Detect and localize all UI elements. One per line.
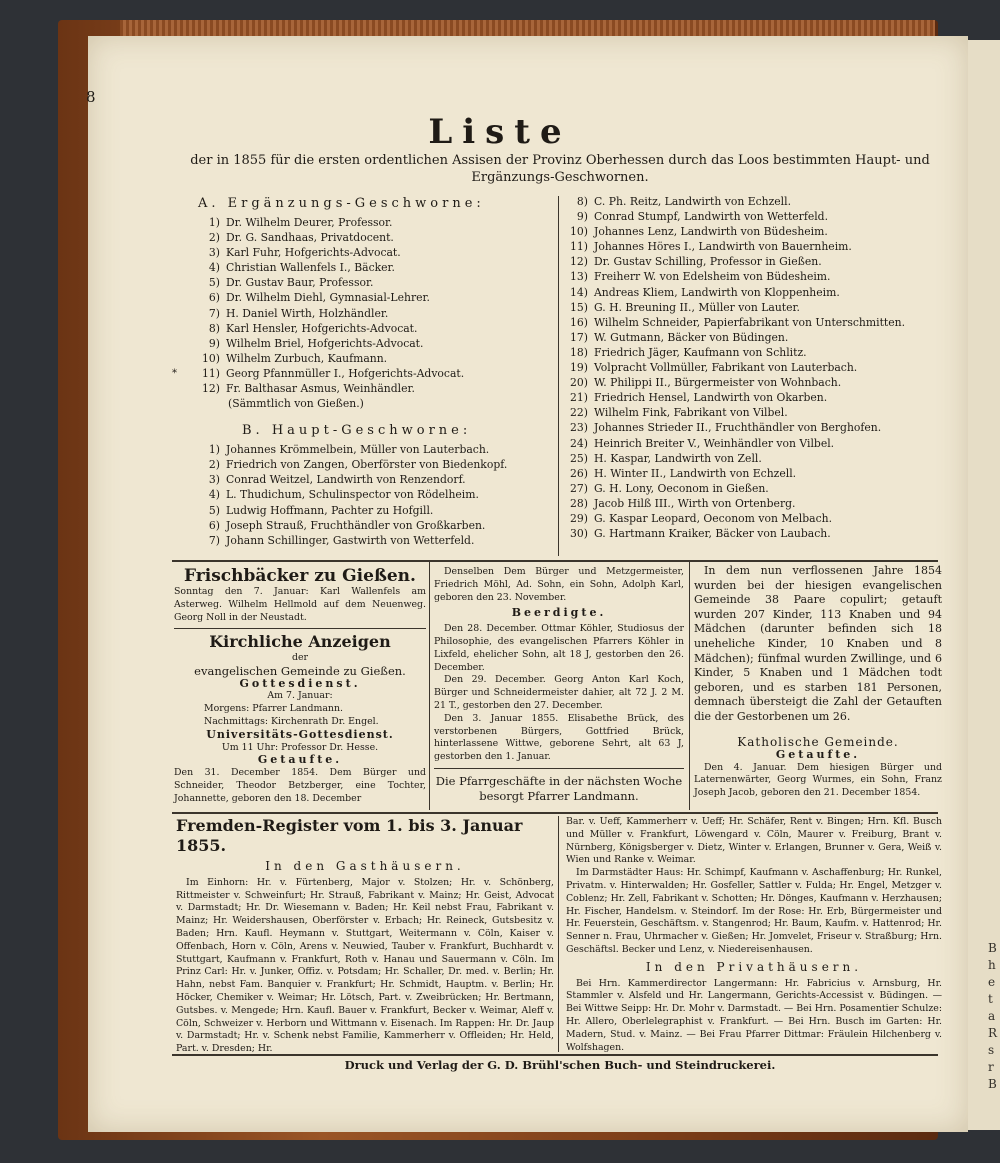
item-text: Dr. G. Sandhaas, Privatdocent. <box>226 231 394 245</box>
item-number: 20) <box>570 376 588 390</box>
fremden-heading: Fremden-Register vom 1. bis 3. Januar 1855. <box>176 816 523 855</box>
item-number: 21) <box>570 391 588 405</box>
item-number: 6) <box>208 518 220 532</box>
item-number: 24) <box>570 436 588 450</box>
item-text: Wilhelm Schneider, Papierfabrikant von Unterschmitten. <box>594 315 906 329</box>
item-number: 2) <box>208 458 220 472</box>
item-text: C. Ph. Reitz, Landwirth von Echzell. <box>594 195 792 208</box>
list-item <box>198 260 558 275</box>
item-number: 29) <box>570 511 588 525</box>
beerdigte-heading: Beerdigte. <box>511 606 607 620</box>
gasthaeusern-heading: In den Gasthäusern. <box>265 859 465 873</box>
list-item <box>566 345 946 360</box>
item-text: Wilhelm Briel, Hofgerichts-Advocat. <box>226 336 424 350</box>
item-text: Joseph Strauß, Fruchthändler von Großkarben. <box>226 518 486 532</box>
fremden-right-text-2: Im Darmstädter Haus: Hr. Schimpf, Kaufmann v. Aschaffenburg; Hr. Runkel, Privatm. v. Hinterwalden; Hr. Gosfeller, Sattler v. Fulda; Hr. Engel, Metzger v. Coblenz; Hr. Zell, Fabrikant v. Schotten; Hr. Dönges, Kaufmann v. Herzhausen; Hr. Fischer, Handelsm. v. Steindorf. Im der Rose: Hr. Erb, Bürgermeister und Hr. Feuerstein, Geschäftsm. v. Stangenrod; Hr. Baum, Kaufm. v. Hattenrod; Hr. Senner n. Frau, Uhrmacher v. Gießen; Hr. Jomvelet, Friseur v. Straßburg; Hrn. Geschäftsl. Becker und Lenz, v. Niedereisenhausen. <box>566 867 942 955</box>
imprint-footer: Druck und Verlag der G. D. Brühl'schen Buch- und Steindruckerei. <box>344 1058 776 1072</box>
burial-entry-2: Den 29. December. Georg Anton Karl Koch, Bürger und Schneidermeister dahier, alt 72 J. 2 M. 21 T., gestorben den 27. December. <box>434 674 684 711</box>
list-item <box>566 330 946 345</box>
list-item <box>566 405 946 420</box>
uni-gottesdienst-time: Um 11 Uhr: Professor Dr. Hesse. <box>221 741 379 753</box>
item-text: Dr. Wilhelm Diehl, Gymnasial-Lehrer. <box>226 291 430 305</box>
list-item <box>198 503 558 518</box>
item-number: 5) <box>208 503 220 517</box>
item-text: Friedrich Jäger, Kaufmann von Schlitz. <box>594 345 807 359</box>
item-number: 12) <box>202 382 220 396</box>
edge-letter: e <box>988 975 996 989</box>
item-number: 13) <box>570 270 588 284</box>
item-number: 6) <box>208 291 220 305</box>
item-number: 4) <box>208 261 220 275</box>
edge-letter: B <box>988 941 997 955</box>
item-number: 10) <box>570 225 588 239</box>
fremden-right <box>566 816 942 1054</box>
item-number: 2) <box>208 231 220 245</box>
edge-letter: h <box>988 958 996 972</box>
list-item <box>566 511 946 526</box>
section-a-heading: A. Ergänzungs-Geschworne: <box>198 196 485 211</box>
list-item <box>198 275 558 290</box>
item-text: Freiherr W. von Edelsheim von Büdesheim. <box>594 270 831 284</box>
parish-statistics: In dem nun verflossenen Jahre 1854 wurden bei der hiesigen evangelischen Gemeinde 38 Paare copulirt; getauft wurden 207 Kinder, 113 Knaben und 94 Mädchen (darunter befinden sich 18 uneheliche Kinder, 10 Knaben und 8 Mädchen); fünfmal wurden Zwillinge, und 6 Kinder, 5 Knaben und 1 Mädchen todt geboren, und es starben 181 Personen, demnach übersteigt die Zahl der Getauften die der Gestorbenen um 26. <box>694 564 942 723</box>
item-text: Karl Hensler, Hofgerichts-Advocat. <box>226 321 418 335</box>
section-rule <box>172 560 938 562</box>
item-text: G. H. Breuning II., Müller von Lauter. <box>594 300 800 314</box>
item-text: Dr. Gustav Baur, Professor. <box>226 276 374 290</box>
item-number: 7) <box>208 306 220 320</box>
list-item <box>198 381 558 396</box>
list-item <box>566 209 946 224</box>
list-item <box>198 336 558 351</box>
item-text: Friedrich Hensel, Landwirth von Okarben. <box>594 391 828 405</box>
item-text: Johannes Lenz, Landwirth von Büdesheim. <box>594 225 828 239</box>
list-item <box>198 290 558 305</box>
item-number: 26) <box>570 466 588 480</box>
fremden-left <box>176 816 554 1056</box>
list-item <box>198 351 558 366</box>
kirchliche-heading: Kirchliche Anzeigen <box>209 632 391 651</box>
item-number: 9) <box>576 210 588 224</box>
lower-divider-1 <box>429 562 430 810</box>
list-item <box>198 457 558 472</box>
item-text: W. Gutmann, Bäcker von Büdingen. <box>594 330 789 344</box>
fremden-right-text-1: Bar. v. Ueff, Kammerherr v. Ueff; Hr. Schäfer, Rent v. Bingen; Hrn. Kfl. Busch und Müller v. Frankfurt, Löwengard v. Cöln, Maurer v. Freiburg, Brant v. Nürnberg, Königsberger v. Dietz, Winter v. Erlangen, Brunner v. Gera, Weiß v. Wien und Ranke v. Weimar. <box>566 816 942 866</box>
page-number: 8 <box>86 88 96 106</box>
frischbaecker-heading: Frischbäcker zu Gießen. <box>184 566 416 586</box>
list-item <box>566 300 946 315</box>
getaufte-heading: Getaufte. <box>257 753 343 767</box>
fremden-right-text-3: Bei Hrn. Kammerdirector Langermann: Hr. Fabricius v. Arnsburg, Hr. Stammler v. Alsfeld und Hr. Langermann, Gerichts-Accessist v. Büdingen. — Bei Wittwe Seipp: Hr. Dr. Mohr v. Darmstadt. — Bei Hrn. Posamentier Schulze: Hr. Allero, Oberlelegraphist v. Frankfurt. — Bei Hrn. Busch im Garten: Hr. Madern, Stud. v. Mainz. — Bei Frau Pfarrer Dittmar: Fräulein Hilchenberg v. Wolfshagen. <box>566 977 942 1053</box>
page-subtitle: der in 1855 für die ersten ordentlichen Assisen der Provinz Oberhessen durch das Loos bestimmten Haupt- und Ergänzungs-Geschwornen. <box>190 153 930 185</box>
column-divider <box>558 196 559 556</box>
edge-letter: s <box>988 1043 995 1057</box>
section-rule-2 <box>172 812 938 814</box>
item-number: 10) <box>202 351 220 365</box>
list-item <box>198 487 558 502</box>
list-item <box>566 481 946 496</box>
jurors-right-column <box>566 194 946 541</box>
edge-letter: t <box>988 992 993 1006</box>
item-text: Friedrich von Zangen, Oberförster von Biedenkopf. <box>226 458 508 472</box>
item-number: 11) <box>202 366 220 380</box>
list-item <box>566 496 946 511</box>
list-item <box>566 466 946 481</box>
list-item <box>198 306 558 321</box>
privathaeusern-heading: In den Privathäusern. <box>645 959 863 974</box>
item-number: 25) <box>570 451 588 465</box>
list-item <box>566 526 946 541</box>
list-item <box>566 239 946 254</box>
kirchliche-sub1: der <box>291 652 309 663</box>
item-text: H. Winter II., Landwirth von Echzell. <box>594 466 797 480</box>
item-number: 8) <box>576 195 588 208</box>
item-number: 12) <box>570 255 588 269</box>
item-number: 1) <box>208 443 220 457</box>
edge-letter: a <box>988 1009 996 1023</box>
baptism-continued-text: Denselben Dem Bürger und Metzgermeister, Friedrich Möhl, Ad. Sohn, ein Sohn, Adolph Karl, geboren den 23. November. <box>434 566 684 603</box>
section-b-list <box>198 442 558 548</box>
frischbaecker-box <box>174 566 426 624</box>
list-item <box>566 451 946 466</box>
item-number: 8) <box>208 321 220 335</box>
pfarr-notice: Die Pfarrgeschäfte in der nächsten Woche besorgt Pfarrer Landmann. <box>435 774 683 803</box>
section-a-note: (Sämmtlich von Gießen.) <box>228 397 364 411</box>
item-number: 15) <box>570 300 588 314</box>
star-mark-icon: * <box>172 368 177 379</box>
list-item <box>198 472 558 487</box>
item-text: Conrad Stumpf, Landwirth von Wetterfeld. <box>594 210 829 224</box>
list-item <box>566 436 946 451</box>
item-text: Fr. Balthasar Asmus, Weinhändler. <box>226 382 415 396</box>
statistics-box <box>694 564 942 725</box>
kath-getaufte-text: Den 4. Januar. Dem hiesigen Bürger und Laternenwärter, Georg Wurmes, ein Sohn, Franz Joseph Jacob, geboren den 21. December 1854. <box>694 761 942 799</box>
item-number: 18) <box>570 345 588 359</box>
edge-letter: R <box>988 1026 998 1040</box>
item-number: 3) <box>208 473 220 487</box>
list-item <box>198 533 558 548</box>
item-text: Heinrich Breiter V., Weinhändler von Vilbel. <box>594 436 835 450</box>
footer-rule <box>172 1054 938 1056</box>
item-number: 30) <box>570 527 588 541</box>
katholische-box <box>694 736 942 800</box>
jurors-left-column <box>198 194 558 548</box>
list-item <box>198 230 558 245</box>
item-number: 22) <box>570 406 588 420</box>
item-number: 5) <box>208 276 220 290</box>
item-text: Christian Wallenfels I., Bäcker. <box>226 261 395 275</box>
box-rule-2 <box>434 768 684 769</box>
list-item <box>566 315 946 330</box>
list-item <box>198 442 558 457</box>
kirchliche-sub2: evangelischen Gemeinde zu Gießen. <box>194 663 406 678</box>
list-item <box>566 194 946 209</box>
item-number: 7) <box>208 533 220 547</box>
fremden-left-text: Im Einhorn: Hr. v. Fürtenberg, Major v. Stolzen; Hr. v. Schönberg, Rittmeister v. Schweinfurt; Hr. Strauß, Fabrikant v. Mainz; Hr. Geist, Advocat v. Darmstadt; Hr. Dr. Wiesemann v. Baden; Hr. Keil nebst Frau, Fabrikant v. Mainz; Hr. Weidershausen, Oberförster v. Erbach; Hr. Reineck, Gutsbesitz v. Baden; Hrn. Kaufl. Heymann v. Stuttgart, Weitermann v. Cöln, Kaiser v. Offenbach, Horn v. Cöln, Arens v. Neuwied, Tauber v. Frankfurt, Buchhardt v. Stuttgart, Kaufmann v. Frankfurt, Roth v. Hanau und Sauermann v. Cöln. Im Prinz Carl: Hr. v. Junker, Offiz. v. Potsdam; Hr. Schaller, Dr. med. v. Berlin; Hr. Hahn, nebst Fam. Banquier v. Frankfurt; Hr. Schmidt, Hauptm. v. Berlin; Hr. Höcker, Chemiker v. Weimar; Hr. Lötsch, Part. v. Zweibrücken; Hr. Bertmann, Gutsbes. v. Mengede; Hrn. Kaufl. Bauer v. Frankfurt, Becker v. Weimar, Aleff v. Cöln, Schweizer v. Herborn und Wittmann v. Eisenach. Im Rappen: Hr. Dr. Jaup v. Darmstadt; Hr. v. Schenk nebst Familie, Kammerherr v. Offleiden; Hr. Held, Part. v. Dresden; Hr. <box>176 876 554 1055</box>
item-text: Dr. Gustav Schilling, Professor in Gießen. <box>594 255 822 269</box>
list-item <box>566 420 946 435</box>
item-number: 9) <box>208 336 220 350</box>
list-item <box>198 215 558 230</box>
item-text: Johannes Strieder II., Fruchthändler von Berghofen. <box>594 421 882 435</box>
item-text: Karl Fuhr, Hofgerichts-Advocat. <box>226 246 401 260</box>
item-number: 4) <box>208 488 220 502</box>
list-item <box>566 375 946 390</box>
list-item <box>198 366 558 381</box>
beerdigte-box <box>434 566 684 764</box>
binding-edge <box>120 20 935 36</box>
kath-getaufte-heading: Getaufte. <box>775 747 861 761</box>
item-text: H. Daniel Wirth, Holzhändler. <box>226 306 389 320</box>
section-a-list <box>198 215 558 396</box>
section-b-list-continued <box>566 194 946 541</box>
item-text: Johannes Höres I., Landwirth von Bauernheim. <box>594 240 852 254</box>
list-item <box>198 245 558 260</box>
item-text: G. H. Lony, Oeconom in Gießen. <box>594 481 769 495</box>
item-text: H. Kaspar, Landwirth von Zell. <box>594 451 762 465</box>
item-text: Johann Schillinger, Gastwirth von Wetterfeld. <box>226 533 475 547</box>
list-item <box>566 224 946 239</box>
item-text: Georg Pfannmüller I., Hofgerichts-Advocat. <box>226 366 465 380</box>
item-text: Jacob Hilß III., Wirth von Ortenberg. <box>594 496 796 510</box>
item-number: 14) <box>570 285 588 299</box>
gottesdienst-date: Am 7. Januar: <box>267 690 333 702</box>
list-item <box>198 518 558 533</box>
item-number: 28) <box>570 496 588 510</box>
item-text: L. Thudichum, Schulinspector von Rödelheim. <box>226 488 479 502</box>
kirchliche-box <box>174 632 426 806</box>
box-rule <box>174 628 426 629</box>
katholische-heading: Katholische Gemeinde. <box>737 735 899 749</box>
item-number: 27) <box>570 481 588 495</box>
getaufte-text: Den 31. December 1854. Dem Bürger und Schneider, Theodor Betzberger, eine Tochter, Johannette, geboren den 18. December <box>174 767 426 804</box>
list-item <box>198 321 558 336</box>
gottesdienst-heading: Gottesdienst. <box>239 676 361 690</box>
item-text: Volpracht Vollmüller, Fabrikant von Lauterbach. <box>594 361 858 375</box>
lower-divider-2 <box>689 562 690 810</box>
item-number: 3) <box>208 246 220 260</box>
list-item <box>566 254 946 269</box>
burial-entry-1: Den 28. December. Ottmar Köhler, Studiosus der Philosophie, des evangelischen Pfarrers Köhler in Lixfeld, ehelicher Sohn, alt 18 J, gestorben den 26. December. <box>434 623 684 673</box>
item-text: Dr. Wilhelm Deurer, Professor. <box>226 216 393 229</box>
item-text: W. Philippi II., Bürgermeister von Wohnbach. <box>594 376 842 390</box>
list-item <box>566 269 946 284</box>
edge-letter: r <box>988 1060 994 1074</box>
uni-gottesdienst-heading: Universitäts-Gottesdienst. <box>206 727 394 741</box>
edge-letter: B <box>988 1077 997 1091</box>
item-number: 1) <box>208 216 220 229</box>
item-text: Wilhelm Zurbuch, Kaufmann. <box>226 351 388 365</box>
list-item <box>566 285 946 300</box>
item-number: 16) <box>570 315 588 329</box>
list-item <box>566 390 946 405</box>
item-text: Wilhelm Fink, Fabrikant von Vilbel. <box>594 406 788 420</box>
item-text: Conrad Weitzel, Landwirth von Renzendorf. <box>226 473 466 487</box>
item-text: Andreas Kliem, Landwirth von Kloppenheim. <box>594 285 840 299</box>
item-text: G. Kaspar Leopard, Oeconom von Melbach. <box>594 511 833 525</box>
list-item <box>566 360 946 375</box>
fremden-divider <box>558 816 559 1052</box>
burial-entry-3: Den 3. Januar 1855. Elisabethe Brück, des verstorbenen Bürgers, Gottfried Brück, hinterlassene Wittwe, geborene Sehrt, alt 63 J, gestorben den 1. Januar. <box>434 712 684 763</box>
item-number: 17) <box>570 330 588 344</box>
next-page-letters <box>988 940 997 1093</box>
gottesdienst-afternoon: Nachmittags: Kirchenrath Dr. Engel. <box>204 715 379 727</box>
frischbaecker-text: Sonntag den 7. Januar: Karl Wallenfels am Asterweg. Wilhelm Hellmold auf dem Neuenweg. Georg Noll in der Neustadt. <box>174 586 426 623</box>
gottesdienst-morning: Morgens: Pfarrer Landmann. <box>204 703 343 715</box>
page-title: Liste <box>428 112 572 152</box>
item-number: 11) <box>570 240 588 254</box>
section-b-heading: B. Haupt-Geschworne: <box>242 423 472 439</box>
item-text: Ludwig Hoffmann, Pachter zu Hofgill. <box>226 503 434 517</box>
item-number: 23) <box>570 421 588 435</box>
item-number: 19) <box>570 361 588 375</box>
item-text: G. Hartmann Kraiker, Bäcker von Laubach. <box>594 527 831 541</box>
item-text: Johannes Krömmelbein, Müller von Lauterbach. <box>226 443 490 457</box>
